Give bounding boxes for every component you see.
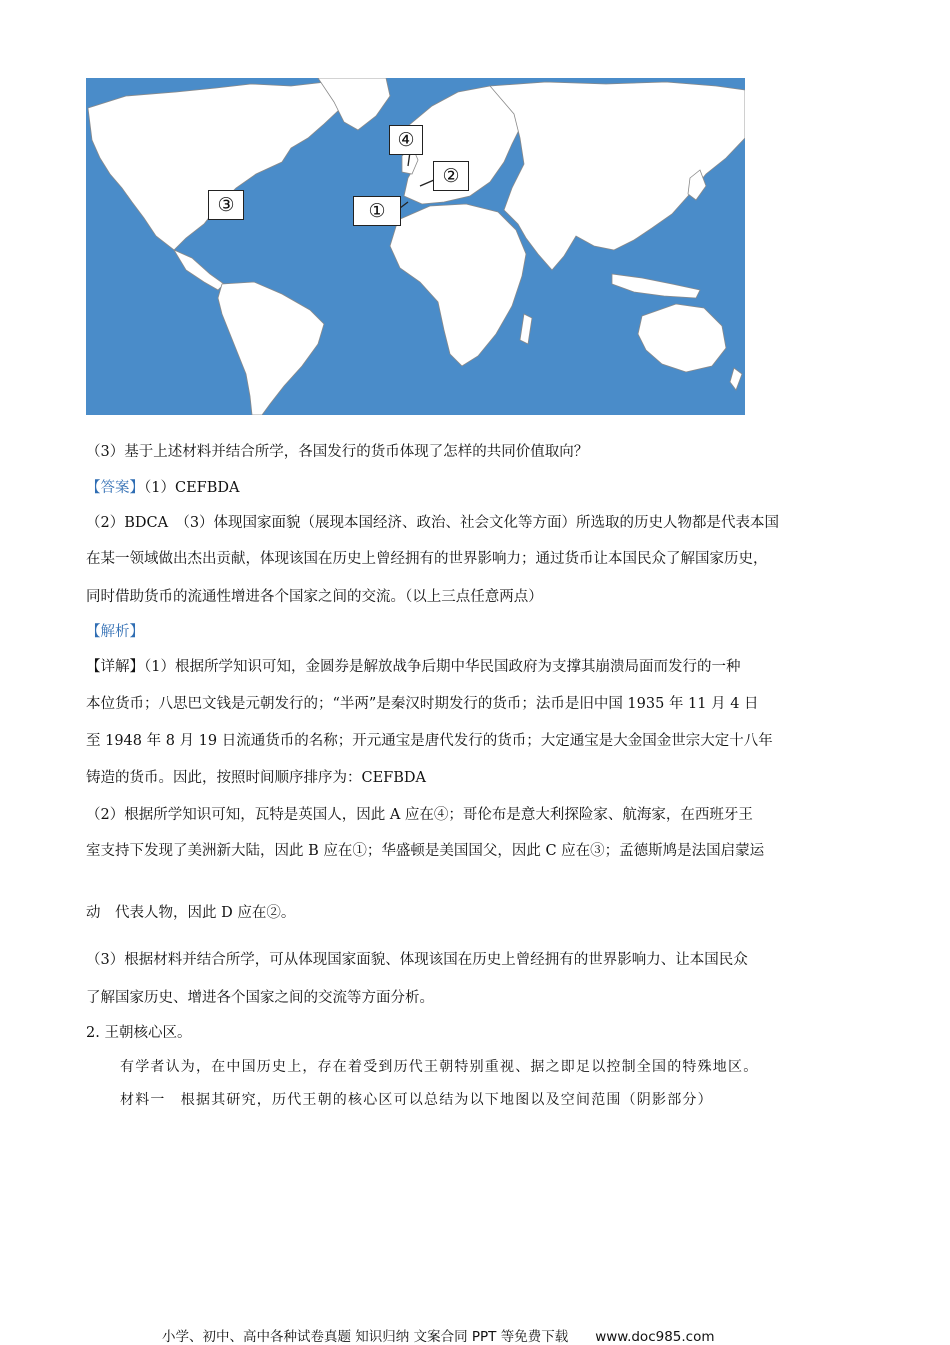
map-marker-2: ② — [433, 161, 469, 191]
question-3: （3）基于上述材料并结合所学，各国发行的货币体现了怎样的共同价值取向？ — [86, 444, 589, 460]
central-america-landmass — [174, 250, 224, 290]
analysis-tag: 【解析】 — [86, 624, 144, 640]
map-marker-1: ① — [353, 196, 401, 226]
page-footer: 小学、初中、高中各种试卷真题 知识归纳 文案合同 PPT 等免费下载 www.doc985.com — [162, 1329, 715, 1345]
north-america-landmass — [88, 82, 348, 250]
new-zealand-landmass — [730, 368, 742, 390]
answer-text-1: （1）CEFBDA — [144, 480, 240, 496]
answer-line-1 — [86, 476, 239, 497]
detail-line-3: 至 1948 年 8 月 19 日流通货币的名称；开元通宝是唐代发行的货币；大定通宝是大金国金世宗大定十八年 — [86, 733, 773, 749]
material-1: 材料一 根据其研究，历代王朝的核心区可以总结为以下地图以及空间范围（阴影部分） — [120, 1092, 713, 1108]
detail-line-9: 了解国家历史、增进各个国家之间的交流等方面分析。 — [86, 990, 434, 1006]
detail-line-2: 本位货币；八思巴文钱是元朝发行的；“半两”是秦汉时期发行的货币；法币是旧中国 1935 年 11 月 4 日 — [86, 696, 759, 712]
answer-line-3: 在某一领域做出杰出贡献，体现该国在历史上曾经拥有的世界影响力；通过货币让本国民众了解国家历史， — [86, 551, 768, 567]
answer-line-2: （2）BDCA （3）体现国家面貌（展现本国经济、政治、社会文化等方面）所选取的历史人物都是代表本国 — [86, 515, 780, 531]
detail-line-5: （2）根据所学知识可知，瓦特是英国人，因此 A 应在④；哥伦布是意大利探险家、航海家，在西班牙王 — [86, 807, 753, 823]
africa-landmass — [390, 204, 526, 366]
south-america-landmass — [218, 282, 324, 415]
detail-line-8: （3）根据材料并结合所学，可从体现国家面貌、体现该国在历史上曾经拥有的世界影响力、让本国民众 — [86, 952, 748, 968]
madagascar-landmass — [520, 314, 532, 344]
detail-line-1: 【详解】（1）根据所学知识可知，金圆券是解放战争后期中华民国政府为支撑其崩溃局面而发行的一种 — [86, 659, 741, 675]
detail-line-6: 室支持下发现了美洲新大陆，因此 B 应在①；华盛顿是美国国父，因此 C 应在③；孟德斯鸠是法国启蒙运 — [86, 843, 765, 859]
question-2-title: 2. 王朝核心区。 — [86, 1025, 192, 1041]
marker1-pointer — [400, 202, 408, 208]
answer-line-4: 同时借助货币的流通性增进各个国家之间的交流。（以上三点任意两点） — [86, 589, 543, 605]
map-marker-3: ③ — [208, 190, 244, 220]
material-intro: 有学者认为，在中国历史上，存在着受到历代王朝特别重视、据之即足以控制全国的特殊地区。 — [120, 1059, 759, 1075]
asia-landmass — [490, 82, 745, 270]
map-marker-4: ④ — [389, 125, 423, 155]
detail-line-4: 铸造的货币。因此，按照时间顺序排序为：CEFBDA — [86, 770, 426, 786]
australia-landmass — [638, 304, 726, 372]
answer-tag: 【答案】 — [86, 480, 144, 496]
indonesia-landmass — [612, 274, 700, 298]
world-map — [86, 78, 745, 415]
detail-line-7: 动 代表人物，因此 D 应在②。 — [86, 905, 296, 921]
